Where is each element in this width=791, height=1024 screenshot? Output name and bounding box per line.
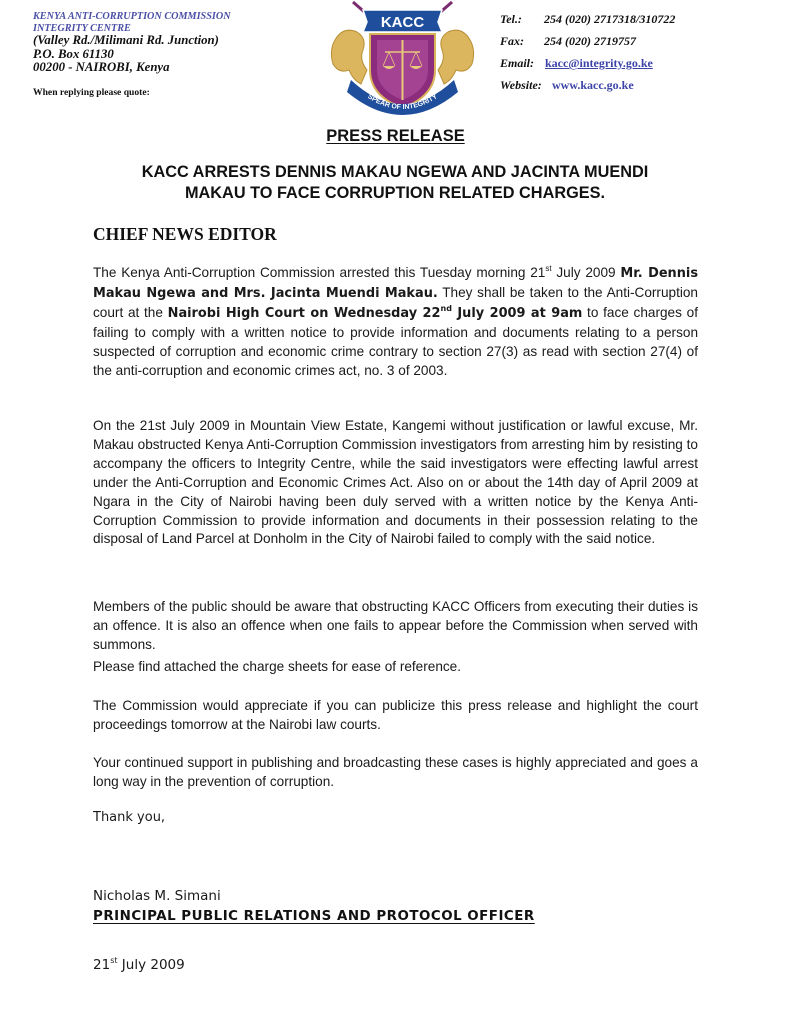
date-rest: July 2009	[117, 957, 185, 973]
address-line: 00200 - NAIROBI, Kenya	[33, 60, 170, 74]
superscript: nd	[440, 303, 452, 313]
addressee: CHIEF NEWS EDITOR	[93, 224, 277, 244]
website-link[interactable]: www.kacc.go.ke	[552, 78, 634, 92]
org-name: KENYA ANTI-CORRUPTION COMMISSION	[33, 11, 231, 22]
letterhead-contacts	[500, 10, 770, 98]
email-row	[500, 54, 770, 76]
press-release-text: PRESS RELEASE	[326, 127, 465, 145]
website-label: Website:	[500, 78, 542, 92]
fax-row	[500, 32, 770, 54]
paragraph-public-notice: Members of the public should be aware that obstructing KACC Officers from executing their duties is an offence. It is also an offence when one fails to appear before the Commission when served with summons.	[93, 599, 698, 652]
release-date	[93, 957, 185, 973]
address-line: P.O. Box 61130	[33, 46, 114, 61]
fax-label: Fax:	[500, 34, 524, 48]
website-row	[500, 76, 770, 98]
text: They shall be taken to the Anti-Corruption court at the	[93, 284, 698, 320]
paragraph-support: Your continued support in publishing and broadcasting these cases is highly appreciated and goes a long way in the prevention of corruption.	[93, 755, 698, 789]
address-line: (Valley Rd./Milimani Rd. Junction)	[33, 33, 219, 47]
press-release-title	[0, 127, 791, 146]
building-name: INTEGRITY CENTRE	[33, 22, 131, 34]
superscript: st	[545, 264, 552, 273]
tel-label: Tel.:	[500, 12, 522, 26]
paragraph-publicize: The Commission would appreciate if you can publicize this press release and highlight the court proceedings tomorrow at the Nairobi law courts.	[93, 698, 698, 732]
signer-title: PRINCIPAL PUBLIC RELATIONS AND PROTOCOL OFFICER	[93, 909, 535, 924]
tel-row	[500, 10, 770, 32]
headline-line: MAKAU TO FACE CORRUPTION RELATED CHARGES.	[184, 184, 605, 202]
headline-line: KACC ARRESTS DENNIS MAKAU NGEWA AND JACINTA MUENDI	[141, 163, 649, 181]
logo-motto: SPEAR OF INTEGRITY	[366, 93, 439, 112]
paragraph-attachment: Please find attached the charge sheets for ease of reference.	[93, 659, 462, 674]
email-label: Email:	[500, 56, 535, 70]
signer-name: Nicholas M. Simani	[93, 888, 221, 904]
bold-court: Nairobi High Court on Wednesday 22	[167, 305, 441, 321]
text: The Kenya Anti-Corruption Commission arrested this Tuesday morning 21	[93, 265, 546, 280]
kacc-crest-icon	[325, 0, 480, 115]
closing-thanks: Thank you,	[93, 810, 166, 825]
kacc-logo	[325, 0, 480, 115]
paragraph-obstruction: On the 21st July 2009 in Mountain View Estate, Kangemi without justification or lawful excuse, Mr. Makau obstructed Kenya Anti-Corruption Commission investigators from arresting him by resisting to accompany the officers to Integrity Centre, while the said investigators were effecting lawful arrest under the Anti-Corruption and Economic Crimes Act. Also on or about the 14th day of April 2009 at Ngara in the City of Nairobi having been duly served with a written notice by the Kenya Anti-Corruption Commission to provide information and documents in their possession relating to the disposal of Land Parcel at Donholm in the City of Nairobi failed to comply with the said notice.	[93, 418, 698, 547]
reply-note: When replying please quote:	[33, 86, 150, 98]
letterhead-address-block	[33, 11, 293, 98]
logo-banner-text: KACC	[380, 14, 425, 31]
headline	[60, 162, 730, 204]
email-link[interactable]: kacc@integrity.go.ke	[545, 56, 653, 70]
date-day: 21	[93, 957, 111, 973]
bold-date: July 2009 at 9am	[451, 305, 583, 321]
tel-value: 254 (020) 2717318/310722	[544, 12, 676, 26]
paragraph-arrest	[93, 264, 698, 380]
bold-names: Mr. Dennis Makau Ngewa and Mrs. Jacinta Muendi Makau.	[93, 266, 699, 301]
text: to face charges of failing to comply with a written notice to provide information and documents relating to a person suspected of corruption and economic crime contrary to section 27(3) as read with section 27(4) of the anti-corruption and economic crimes act, no. 3 of 2003.	[93, 304, 698, 378]
date-superscript: st	[110, 956, 118, 965]
text: July 2009	[551, 265, 621, 280]
fax-value: 254 (020) 2719757	[544, 34, 636, 48]
